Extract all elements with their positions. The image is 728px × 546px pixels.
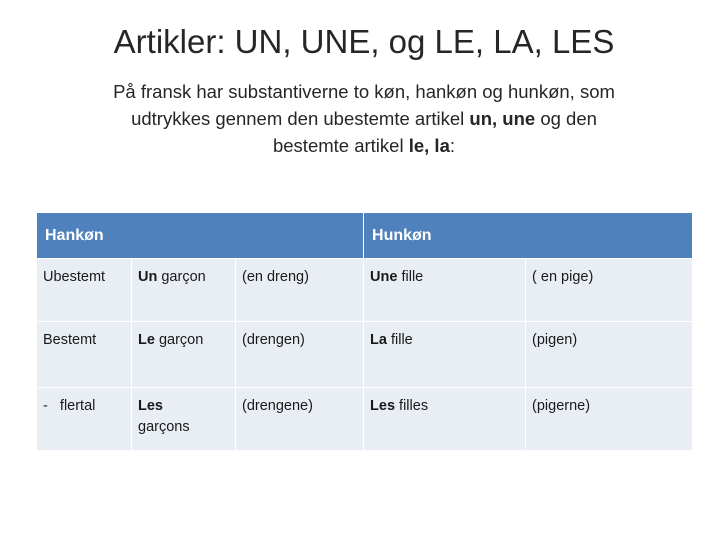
feminine-form [364,259,526,322]
feminine-noun: fille [386,332,413,348]
subtitle-line-2-pre: udtrykkes gennem den ubestemte artikel [131,108,470,129]
feminine-form [364,388,526,451]
subtitle-line-2-bold: un, une [469,108,536,129]
header-masculine: Hankøn [37,213,364,259]
table-row [37,322,693,388]
feminine-noun: filles [395,398,429,414]
feminine-translation: ( en pige) [526,259,693,322]
feminine-translation: (pigerne) [526,388,693,451]
masculine-article: Le [138,332,155,348]
row-label: Ubestemt [37,259,132,322]
feminine-article: Les [370,398,396,414]
subtitle-line-3-bold: le, la [408,135,450,156]
row-label: - flertal [37,388,132,451]
masculine-noun: garçon [157,269,206,285]
feminine-article: La [370,332,387,348]
table-row [37,388,693,451]
masculine-form [132,322,236,388]
feminine-form [364,322,526,388]
subtitle-line-3-post: : [449,135,455,156]
masculine-article: Un [138,269,158,285]
masculine-translation: (drengene) [236,388,364,451]
masculine-noun: garçon [154,332,204,348]
feminine-translation: (pigen) [526,322,693,388]
feminine-noun: fille [397,269,424,285]
subtitle-line-3-pre: bestemte artikel [272,135,409,156]
subtitle-line-2-post: og den [535,108,597,129]
masculine-form [132,388,236,451]
slide-title: Artikler: UN, UNE, og LE, LA, LES [113,23,615,60]
feminine-article: Une [370,269,398,285]
masculine-article: Les [138,398,163,414]
masculine-translation: (en dreng) [236,259,364,322]
masculine-translation: (drengen) [236,322,364,388]
masculine-form [132,259,236,322]
row-label: Bestemt [37,322,132,388]
articles-table [36,213,693,451]
header-feminine: Hunkøn [364,213,693,259]
table-header-row [37,213,693,259]
subtitle-line-1: På fransk har substantiverne to køn, hankøn og hunkøn, som [113,81,615,102]
slide-subtitle [60,78,668,159]
table-row [37,259,693,322]
masculine-noun: garçons [138,419,190,435]
